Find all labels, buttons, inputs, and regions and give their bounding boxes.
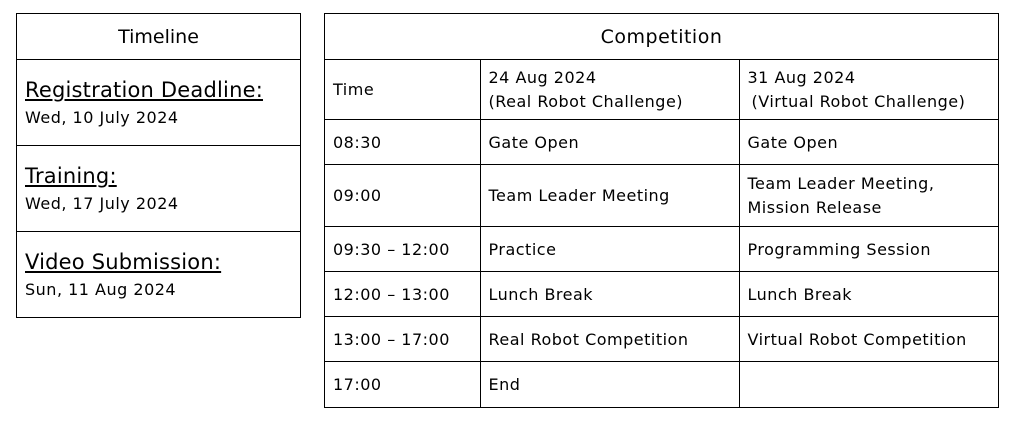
column-header-subtitle: (Real Robot Challenge) (488, 91, 684, 111)
timeline-item-registration (17, 60, 300, 146)
cell-real: Real Robot Competition (480, 317, 739, 362)
cell-virtual: Gate Open (739, 120, 998, 165)
cell-virtual: Virtual Robot Competition (739, 317, 998, 362)
competition-schedule-table (325, 14, 998, 408)
table-row (325, 165, 998, 227)
cell-real: Gate Open (480, 120, 739, 165)
cell-time: 08:30 (325, 120, 480, 165)
table-header-row (325, 60, 998, 120)
column-header-label: Time (333, 80, 375, 99)
cell-virtual (739, 362, 998, 408)
column-header-date: 31 Aug 2024 (747, 67, 856, 87)
cell-real: End (480, 362, 739, 408)
cell-time: 13:00 – 17:00 (325, 317, 480, 362)
table-row (325, 362, 998, 408)
competition-title: Competition (325, 14, 998, 60)
cell-real: Practice (480, 227, 739, 272)
cell-time: 09:30 – 12:00 (325, 227, 480, 272)
table-row (325, 120, 998, 165)
timeline-item-date: Wed, 10 July 2024 (25, 108, 179, 127)
timeline-panel (16, 13, 301, 318)
cell-time: 09:00 (325, 165, 480, 227)
timeline-item-label: Video Submission: (25, 250, 222, 274)
cell-real: Lunch Break (480, 272, 739, 317)
cell-virtual-line2: Mission Release (747, 197, 882, 217)
cell-virtual-line1: Team Leader Meeting, (747, 173, 935, 193)
column-header-subtitle: (Virtual Robot Challenge) (751, 91, 966, 111)
cell-time: 12:00 – 13:00 (325, 272, 480, 317)
cell-virtual: Programming Session (739, 227, 998, 272)
timeline-item-video-submission (17, 232, 300, 318)
table-row (325, 272, 998, 317)
column-header-virtual-robot (739, 60, 998, 120)
column-header-date: 24 Aug 2024 (488, 67, 597, 87)
timeline-item-date: Wed, 17 July 2024 (25, 194, 179, 213)
competition-panel (324, 13, 999, 408)
column-header-real-robot (480, 60, 739, 120)
cell-time: 17:00 (325, 362, 480, 408)
timeline-title: Timeline (17, 14, 300, 60)
timeline-item-training (17, 146, 300, 232)
timeline-item-label: Training: (25, 164, 117, 188)
cell-virtual: Lunch Break (739, 272, 998, 317)
table-row (325, 227, 998, 272)
timeline-item-label: Registration Deadline: (25, 78, 263, 102)
cell-virtual (739, 165, 998, 227)
timeline-item-date: Sun, 11 Aug 2024 (25, 280, 177, 299)
column-header-time (325, 60, 480, 120)
cell-real: Team Leader Meeting (480, 165, 739, 227)
table-row (325, 317, 998, 362)
